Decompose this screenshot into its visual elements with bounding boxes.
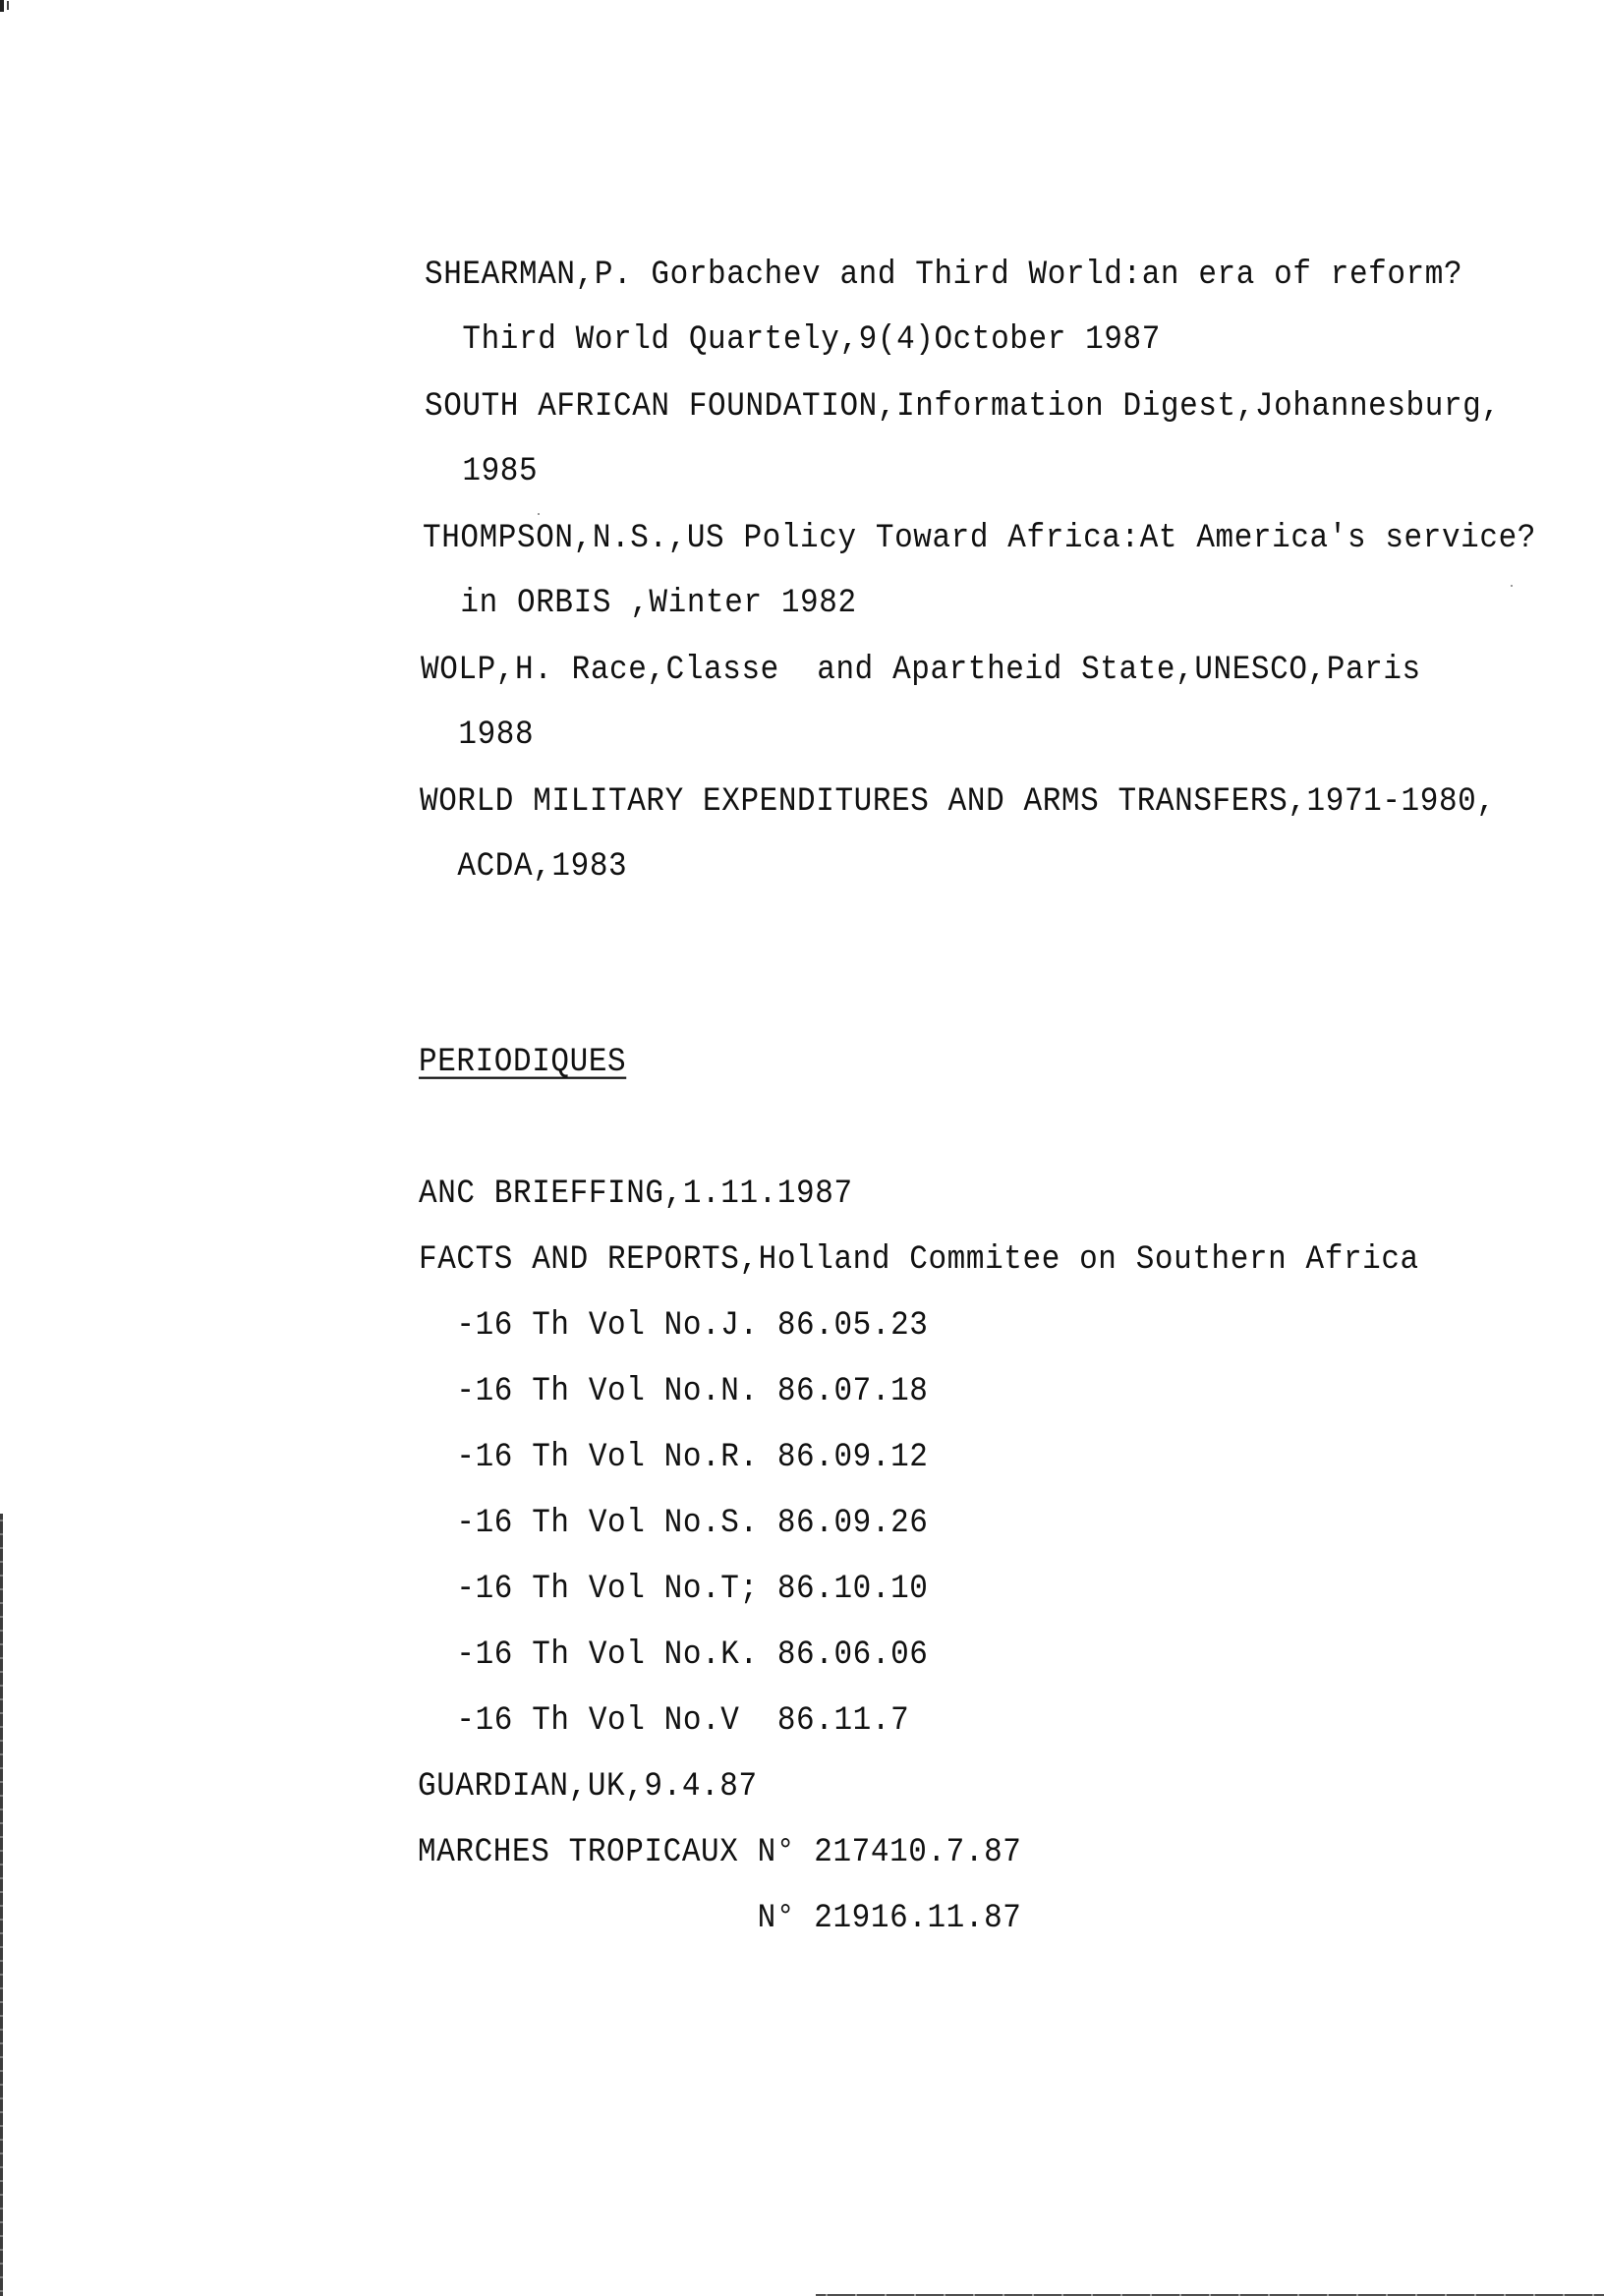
- entry-line: 1985: [425, 451, 539, 491]
- entry-line: ACDA,1983: [420, 846, 628, 887]
- periodical-subitem: -16 Th Vol No.J. 86.05.23: [419, 1305, 929, 1346]
- entry-line: Third World Quartely,9(4)October 1987: [425, 319, 1161, 360]
- scan-artifact-left-edge: [0, 1514, 3, 2296]
- entry-line: THOMPSON,N.S.,US Policy Toward Africa:At America's service?: [423, 518, 1536, 558]
- periodical-item: GUARDIAN,UK,9.4.87: [418, 1766, 758, 1807]
- scan-artifact-dot: [538, 513, 540, 515]
- entry-line: WORLD MILITARY EXPENDITURES AND ARMS TRANSFERS,1971-1980,: [420, 781, 1496, 822]
- scan-artifact-mark: [7, 1, 9, 10]
- entry-line: SHEARMAN,P. Gorbachev and Third World:an era of reform?: [425, 255, 1463, 295]
- entry-line: in ORBIS ,Winter 1982: [423, 583, 857, 623]
- section-heading-periodiques: PERIODIQUES: [419, 1042, 627, 1082]
- periodical-item: ANC BRIEFFING,1.11.1987: [419, 1174, 853, 1214]
- periodical-subitem: -16 Th Vol No.K. 86.06.06: [419, 1635, 929, 1675]
- periodical-subitem: N° 21916.11.87: [418, 1898, 1022, 1938]
- periodical-subitem: -16 Th Vol No.N. 86.07.18: [419, 1371, 929, 1411]
- scan-artifact-mark: [0, 0, 4, 12]
- entry-line: WOLP,H. Race,Classe and Apartheid State,UNESCO,Paris: [421, 650, 1421, 690]
- entry-line: 1988: [421, 715, 535, 755]
- periodical-subitem: -16 Th Vol No.V 86.11.7: [419, 1700, 910, 1741]
- entry-line: SOUTH AFRICAN FOUNDATION,Information Digest,Johannesburg,: [425, 386, 1501, 427]
- periodical-subitem: -16 Th Vol No.T; 86.10.10: [419, 1569, 929, 1609]
- scan-artifact-dot: [1511, 585, 1513, 587]
- periodical-subitem: -16 Th Vol No.S. 86.09.26: [419, 1503, 929, 1543]
- periodical-item: MARCHES TROPICAUX N° 217410.7.87: [418, 1832, 1022, 1872]
- periodical-item: FACTS AND REPORTS,Holland Commitee on Southern Africa: [419, 1239, 1419, 1280]
- periodical-subitem: -16 Th Vol No.R. 86.09.12: [419, 1437, 929, 1477]
